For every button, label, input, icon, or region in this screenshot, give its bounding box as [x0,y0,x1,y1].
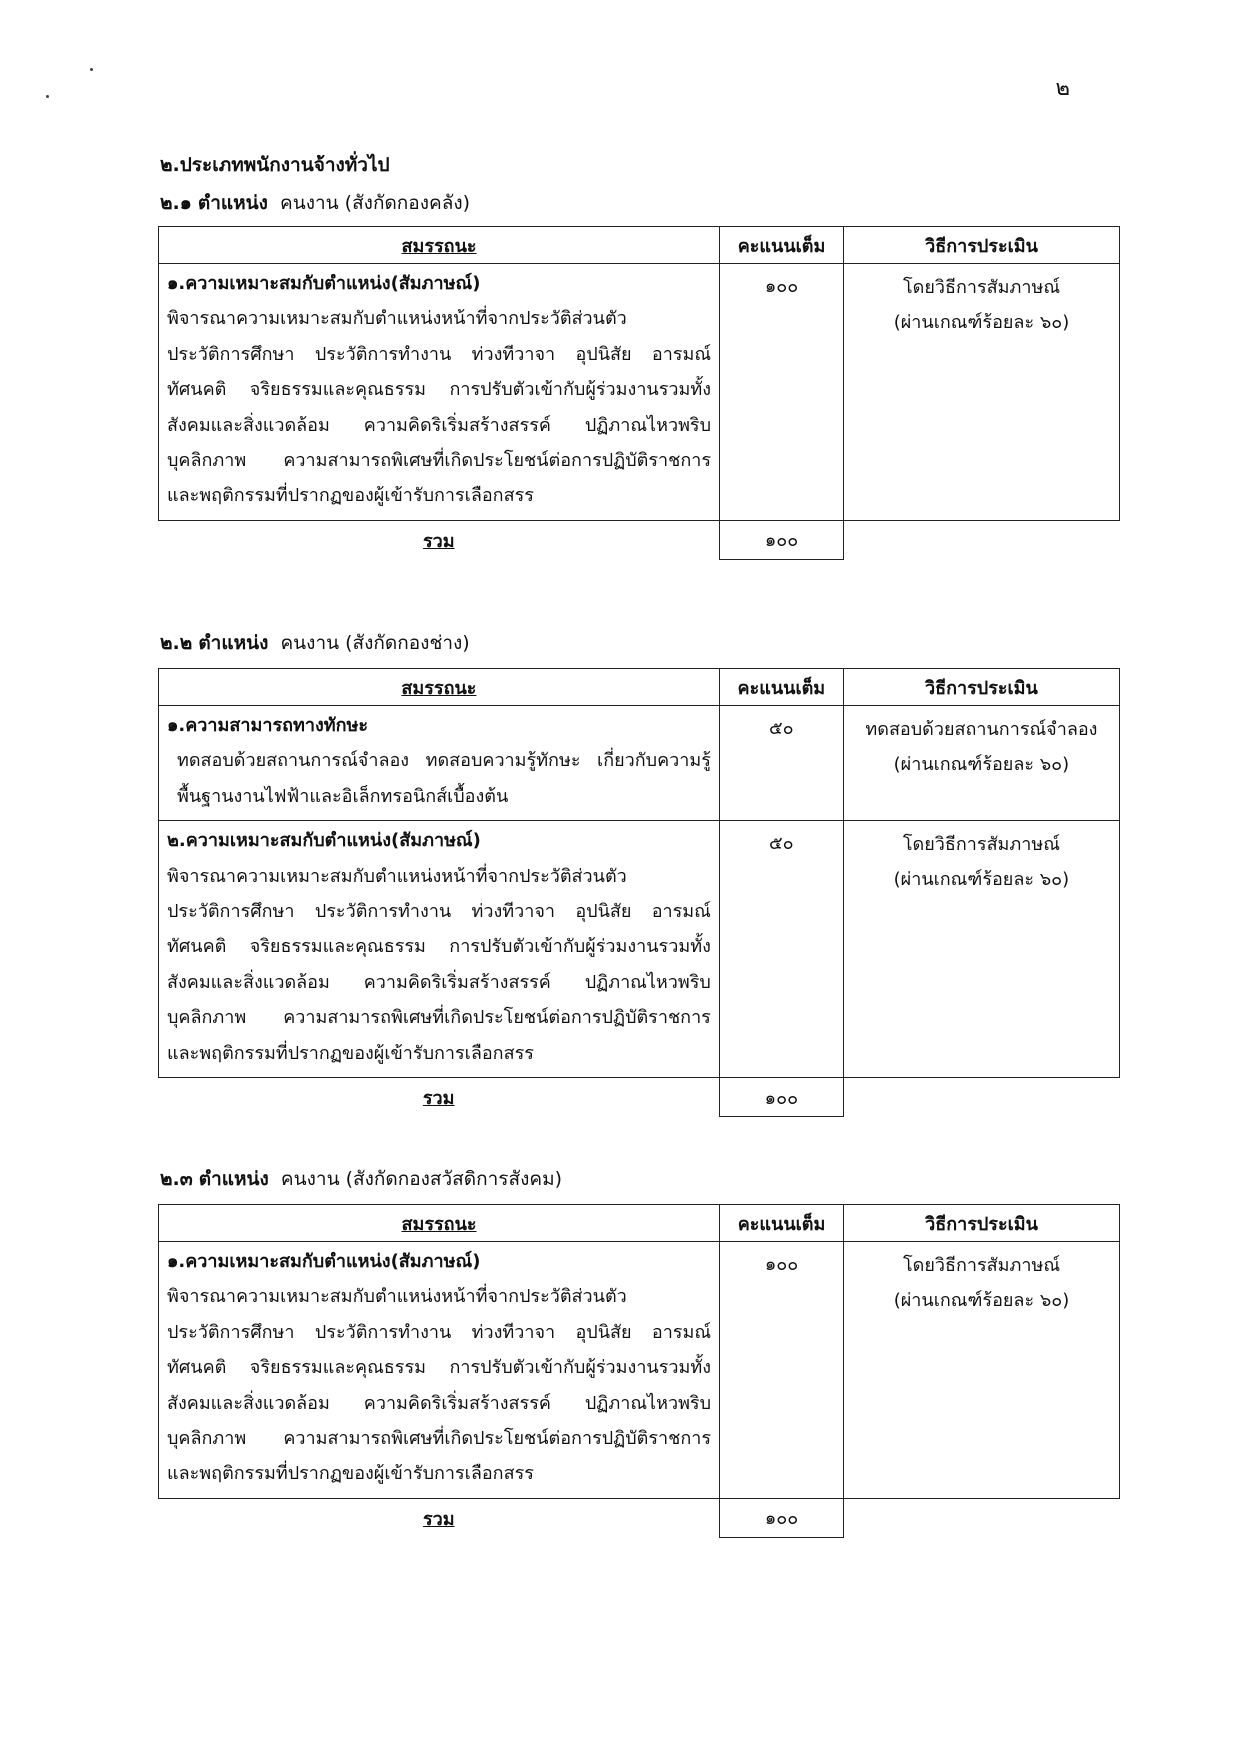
section-heading-2 [160,628,470,658]
competency-description: พิจารณาความเหมาะสมกับตำแหน่งหน้าที่จากประวัติส่วนตัว ประวัติการศึกษา ประวัติการทำงาน ท่วงทีวาจา อุปนิสัย อารมณ์ ทัศนคติ จริยธรรมและคุณธรรม การปรับตัวเข้ากับผู้ร่วมงานรวมทั้งสังคมและสิ่งแวดล้อม ความคิดริเริ่มสร้างสรรค์ ปฏิภาณไหวพริบ บุคลิกภาพ ความสามารถพิเศษที่เกิดประโยชน์ต่อการปฏิบัติราชการและพฤติกรรมที่ปรากฏของผู้เข้ารับการเลือกสรร [167,308,712,507]
section-heading-3 [160,1164,562,1194]
competency-title: ๒.ความเหมาะสมกับตำแหน่ง(สัมภาษณ์) [167,830,481,852]
total-label: รวม [422,1087,455,1109]
section-label: ตำแหน่ง [198,1168,269,1190]
criteria-table-3 [158,1204,1120,1538]
table-header-row [159,669,1120,706]
table-row [159,706,1120,821]
method-cell [844,1242,1120,1499]
method-cell [844,264,1120,521]
section-label: ตำแหน่ง [198,632,269,654]
competency-title: ๑.ความเหมาะสมกับตำแหน่ง(สัมภาษณ์) [167,1251,481,1272]
section-number: ๒.๑ [160,192,192,214]
score-cell: ๑๐๐ [720,1242,844,1499]
scan-speck [46,95,49,98]
method-cell [843,706,1119,821]
method-text: ทดสอบด้วยสถานการณ์จำลอง [865,719,1098,740]
category-heading: ๒.ประเภทพนักงานจ้างทั่วไป [160,154,390,176]
score-cell: ๕๐ [719,821,843,1078]
method-note: (ผ่านเกณฑ์ร้อยละ ๖๐) [893,869,1070,891]
header-competency: สมรรถนะ [159,669,720,706]
competency-description: ทดสอบด้วยสถานการณ์จำลอง ทดสอบความรู้ทักษะ เกี่ยวกับความรู้พื้นฐานงานไฟฟ้าและอิเล็กทรอนิกส์เบื้องต้น [177,750,711,807]
header-full-score: คะแนนเต็ม [719,669,843,706]
total-row [159,1498,1120,1537]
method-text: โดยวิธีการสัมภาษณ์ [902,1255,1061,1276]
page-number: ๒ [1055,76,1070,101]
table-row [159,821,1120,1078]
criteria-table-1 [158,226,1120,560]
method-note: (ผ่านเกณฑ์ร้อยละ ๖๐) [893,754,1070,775]
competency-description: พิจารณาความเหมาะสมกับตำแหน่งหน้าที่จากประวัติส่วนตัว ประวัติการศึกษา ประวัติการทำงาน ท่วงทีวาจา อุปนิสัย อารมณ์ ทัศนคติ จริยธรรมและคุณธรรม การปรับตัวเข้ากับผู้ร่วมงานรวมทั้งสังคมและสิ่งแวดล้อม ความคิดริเริ่มสร้างสรรค์ ปฏิภาณไหวพริบ บุคลิกภาพ ความสามารถพิเศษที่เกิดประโยชน์ต่อการปฏิบัติราชการและพฤติกรรมที่ปรากฏของผู้เข้ารับการเลือกสรร [167,1286,712,1485]
score-cell: ๕๐ [719,706,843,821]
total-label: รวม [422,1508,455,1530]
header-method: วิธีการประเมิน [843,669,1119,706]
method-text: โดยวิธีการสัมภาษณ์ [902,834,1060,856]
total-row [159,1078,1120,1117]
header-method: วิธีการประเมิน [844,1205,1120,1242]
total-score: ๑๐๐ [720,1498,844,1537]
criteria-table-2 [158,668,1120,1117]
section-heading-1 [160,188,470,218]
total-score: ๑๐๐ [719,1078,843,1117]
table-row [159,1242,1120,1499]
header-method: วิธีการประเมิน [844,227,1120,264]
header-full-score: คะแนนเต็ม [720,1205,844,1242]
header-competency: สมรรถนะ [159,227,720,264]
section-title: คนงาน (สังกัดกองคลัง) [280,192,471,214]
table-row [159,264,1120,521]
score-cell: ๑๐๐ [720,264,844,521]
section-number: ๒.๒ [160,632,193,654]
section-label: ตำแหน่ง [197,192,268,214]
scan-speck [90,68,93,71]
competency-title: ๑.ความเหมาะสมกับตำแหน่ง(สัมภาษณ์) [167,273,481,294]
section-number: ๒.๓ [160,1168,193,1190]
competency-cell [159,821,720,1078]
section-title: คนงาน (สังกัดกองสวัสดิการสังคม) [280,1168,563,1190]
table-header-row [159,1205,1120,1242]
total-row [159,520,1120,559]
method-text: โดยวิธีการสัมภาษณ์ [902,277,1061,298]
header-full-score: คะแนนเต็ม [720,227,844,264]
competency-cell [159,706,720,821]
competency-description: พิจารณาความเหมาะสมกับตำแหน่งหน้าที่จากประวัติส่วนตัว ประวัติการศึกษา ประวัติการทำงาน ท่วงทีวาจา อุปนิสัย อารมณ์ ทัศนคติ จริยธรรมและคุณธรรม การปรับตัวเข้ากับผู้ร่วมงานรวมทั้งสังคมและสิ่งแวดล้อม ความคิดริเริ่มสร้างสรรค์ ปฏิภาณไหวพริบ บุคลิกภาพ ความสามารถพิเศษที่เกิดประโยชน์ต่อการปฏิบัติราชการและพฤติกรรมที่ปรากฏของผู้เข้ารับการเลือกสรร [167,865,711,1064]
method-cell [843,821,1119,1078]
total-empty [843,1078,1119,1117]
competency-cell [159,264,720,521]
method-note: (ผ่านเกณฑ์ร้อยละ ๖๐) [893,312,1070,333]
competency-title: ๑.ความสามารถทางทักษะ [167,715,369,736]
total-label: รวม [422,530,455,552]
competency-cell [159,1242,720,1499]
total-empty [844,520,1120,559]
total-score: ๑๐๐ [720,520,844,559]
table-header-row [159,227,1120,264]
total-empty [844,1498,1120,1537]
method-note: (ผ่านเกณฑ์ร้อยละ ๖๐) [893,1290,1070,1311]
header-competency: สมรรถนะ [159,1205,720,1242]
section-title: คนงาน (สังกัดกองช่าง) [280,632,470,654]
